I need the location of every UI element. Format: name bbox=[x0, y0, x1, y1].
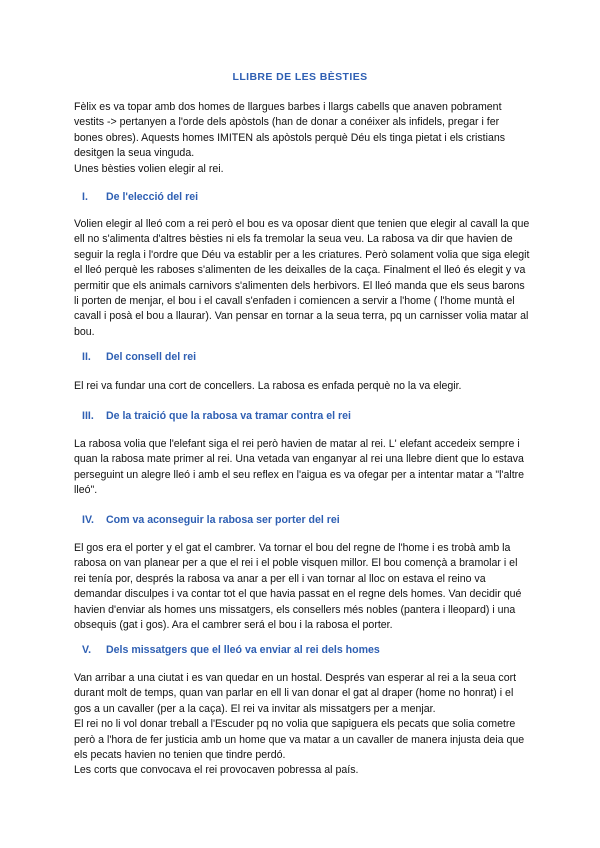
section-paragraph: Van arribar a una ciutat i es van quedar en un hostal. Després van esperar al rei a la seua cort durant molt de temps, quan van parlar en ell li van donar el gat al draper (home no honrat) i el gos a un cavaller (per a la caça). El rei va invitar als missatgers per a menjar. bbox=[74, 672, 517, 715]
section-body-2 bbox=[74, 379, 530, 394]
intro-paragraph: Unes bèsties volien elegir al rei. bbox=[74, 162, 224, 175]
section-title: Com va aconseguir la rabosa ser porter del rei bbox=[106, 514, 340, 526]
section-title: De la traició que la rabosa va tramar contra el rei bbox=[106, 410, 351, 422]
section-title: Del consell del rei bbox=[106, 351, 197, 363]
section-title: Dels missatgers que el lleó va enviar al rei dels homes bbox=[106, 644, 380, 656]
section-heading-1 bbox=[82, 190, 522, 204]
section-heading-3 bbox=[82, 409, 522, 423]
section-paragraph: El rei va fundar una cort de concellers. La rabosa es enfada perquè no la va elegir. bbox=[74, 380, 462, 392]
section-number: II. bbox=[82, 351, 91, 363]
section-heading-5 bbox=[82, 643, 522, 657]
section-body-1 bbox=[74, 217, 530, 340]
section-paragraph: Les corts que convocava el rei provocaven pobressa al país. bbox=[74, 764, 359, 777]
section-heading-4 bbox=[82, 513, 522, 527]
section-number: V. bbox=[82, 644, 92, 656]
section-body-4 bbox=[74, 541, 530, 633]
section-title: De l'elecció del rei bbox=[106, 191, 199, 203]
document-title: LLIBRE DE LES BÈSTIES bbox=[232, 71, 368, 83]
section-paragraph: La rabosa volia que l'elefant siga el rei però havien de matar al rei. L' elefant accedeix sempre i quan la rabosa mate primer al rei. Una vetada van enganyar al rei una llebre dient que lo estava perseguint un alegre lleó i amb el seu reflex en l'aigua es va ofegar per a intentar matar a "l'altre lleó". bbox=[74, 438, 525, 497]
section-heading-2 bbox=[82, 350, 522, 364]
section-paragraph: El gos era el porter y el gat el cambrer. Va tornar el bou del regne de l'home i es trobà amb la rabosa on van planear per a que el rei i el poble visquen millor. El bou començà a bramolar i el rei tenía por, després la rabosa va anar a per ell i van tornar al lloc on estava el reino va demandar disculpes i va contar tot el que havia passat en el regne dels homes. Van decidir qué havien d'enviar als homes uns missatgers, els consellers més nobles (pantera i lleopard) i una obsequis (gat i gos). Ara el cambrer será el bou i la rabosa el porter. bbox=[74, 542, 522, 632]
section-number: III. bbox=[82, 410, 94, 422]
intro-paragraph: Fèlix es va topar amb dos homes de llargues barbes i llargs cabells que anaven pobrament vestits -> pertanyen a l'orde dels apòstols (han de donar a conéixer als infidels, pregar i fer bones obres). Aquests homes IMITEN als apòstols perquè Déu els tinga pietat i els cristians desitgen la seua vinguda. bbox=[74, 101, 506, 160]
intro-block bbox=[74, 100, 530, 177]
section-paragraph: Volien elegir al lleó com a rei però el bou es va oposar dient que tenien que elegir al cavall la que ell no s'alimenta d'altres bèsties ni els fa tremolar la seua veu. La rabosa va dir que havien de seguir la regla i l'ordre que Déu va establir per a les criatures. Però solament volia que siga elegit el lleó perquè les raboses s'alimenten de les deixalles de la caça. Finalment el lleó és elegit y va permitir que els animals carnivors s'alimenten dels herbivors. El lleó manda que els seus barons li porten de menjar, el bou i el cavall s'enfaden i comiencen a servir a l'home ( l'home muntà el cavall i posà el bou a llaurar). Van pensar en tornar a la seua terra, pq un carnisser volia matar al bou. bbox=[74, 218, 530, 338]
section-number: IV. bbox=[82, 514, 94, 526]
section-body-5 bbox=[74, 671, 530, 779]
section-number: I. bbox=[82, 191, 88, 203]
section-paragraph: El rei no li vol donar treball a l'Escuder pq no volia que sapiguera els pecats que solia cometre però a l'hora de fer justicia amb un home que va matar a un cavaller de manera injusta deia que els pecats havien no tenien que tindre perdó. bbox=[74, 718, 525, 762]
section-body-3 bbox=[74, 437, 530, 499]
